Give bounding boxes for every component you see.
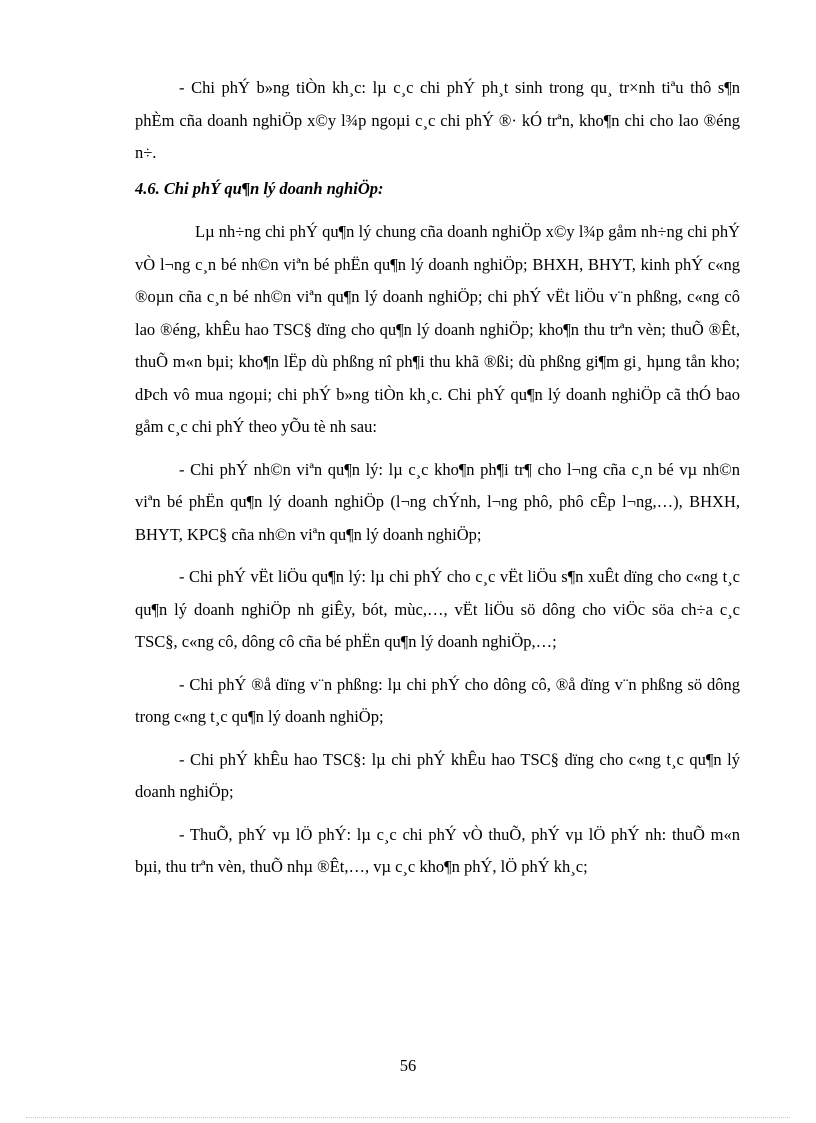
page-bottom-divider	[26, 1117, 790, 1118]
spacer	[135, 809, 740, 819]
spacer	[135, 659, 740, 669]
paragraph-material-costs: - Chi phÝ vËt liÖu qu¶n lý: lµ chi phÝ cho c¸c vËt liÖu s¶n xuÊt dïng cho c«ng t¸c qu¶n lý doanh nghiÖp nh giÊy, bót, mùc,…, vËt liÖu sö dông cho viÖc söa ch÷a c¸c TSC§, c«ng cô, dông cô cña bé phËn qu¶n lý doanh nghiÖp,…;	[135, 567, 740, 651]
section-heading: 4.6. Chi phÝ qu¶n lý doanh nghiÖp:	[135, 178, 384, 198]
spacer	[135, 444, 740, 454]
paragraph-taxes-fees: - ThuÕ, phÝ vµ lÖ phÝ: lµ c¸c chi phÝ vÒ thuÕ, phÝ vµ lÖ phÝ nh: thuÕ m«n bµi, thu trªn vèn, thuÕ nhµ ®Êt,…, vµ c¸c kho¶n phÝ, lÖ phÝ kh¸c;	[135, 824, 740, 876]
paragraph-other-cash-expenses: - Chi phÝ b»ng tiÒn kh¸c: lµ c¸c chi phÝ ph¸t sinh trong qu¸ tr×nh tiªu thô s¶n phÈm cña doanh nghiÖp x©y l¾p ngoµi c¸c chi phÝ ®· kÓ trªn, kho¶n chi cho lao ®éng n÷.	[135, 78, 740, 162]
paragraph-depreciation: - Chi phÝ khÊu hao TSC§: lµ chi phÝ khÊu hao TSC§ dïng cho c«ng t¸c qu¶n lý doanh nghiÖp;	[135, 749, 740, 801]
spacer	[135, 551, 740, 561]
spacer	[135, 734, 740, 744]
document-page	[135, 72, 740, 884]
paragraph-office-supplies: - Chi phÝ ®å dïng v¨n phßng: lµ chi phÝ cho dông cô, ®å dïng v¨n phßng sö dông trong c«ng t¸c qu¶n lý doanh nghiÖp;	[135, 674, 740, 726]
paragraph-staff-costs: - Chi phÝ nh©n viªn qu¶n lý: lµ c¸c kho¶n ph¶i tr¶ cho l¬ng cña c¸n bé vµ nh©n viªn bé phËn qu¶n lý doanh nghiÖp (l¬ng chÝnh, l¬ng phô, phô cÊp l¬ng,…), BHXH, BHYT, KPC§ cña nh©n viªn qu¶n lý doanh nghiÖp;	[135, 459, 740, 544]
page-number: 56	[399, 1056, 417, 1075]
paragraph-management-overview: Lµ nh÷ng chi phÝ qu¶n lý chung cña doanh nghiÖp x©y l¾p gåm nh÷ng chi phÝ vÒ l¬ng c¸n bé nh©n viªn bé phËn qu¶n lý doanh nghiÖp; BHXH, BHYT, kinh phÝ c«ng ®oµn cña c¸n bé nh©n viªn qu¶n lý doanh nghiÖp; chi phÝ vËt liÖu v¨n phßng, c«ng cô lao ®éng, khÊu hao TSC§ dïng cho qu¶n lý doanh nghiÖp; kho¶n thu trªn vèn; thuÕ ®Êt, thuÕ m«n bµi; kho¶n lËp dù phßng nî ph¶i thu khã ®ßi; dù phßng gi¶m gi¸ hµng tån kho; dÞch vô mua ngoµi; chi phÝ b»ng tiÒn kh¸c. Chi phÝ qu¶n lý doanh nghiÖp cã thÓ bao gåm c¸c chi phÝ theo yÕu tè nh sau:	[135, 222, 740, 436]
spacer	[135, 206, 740, 216]
